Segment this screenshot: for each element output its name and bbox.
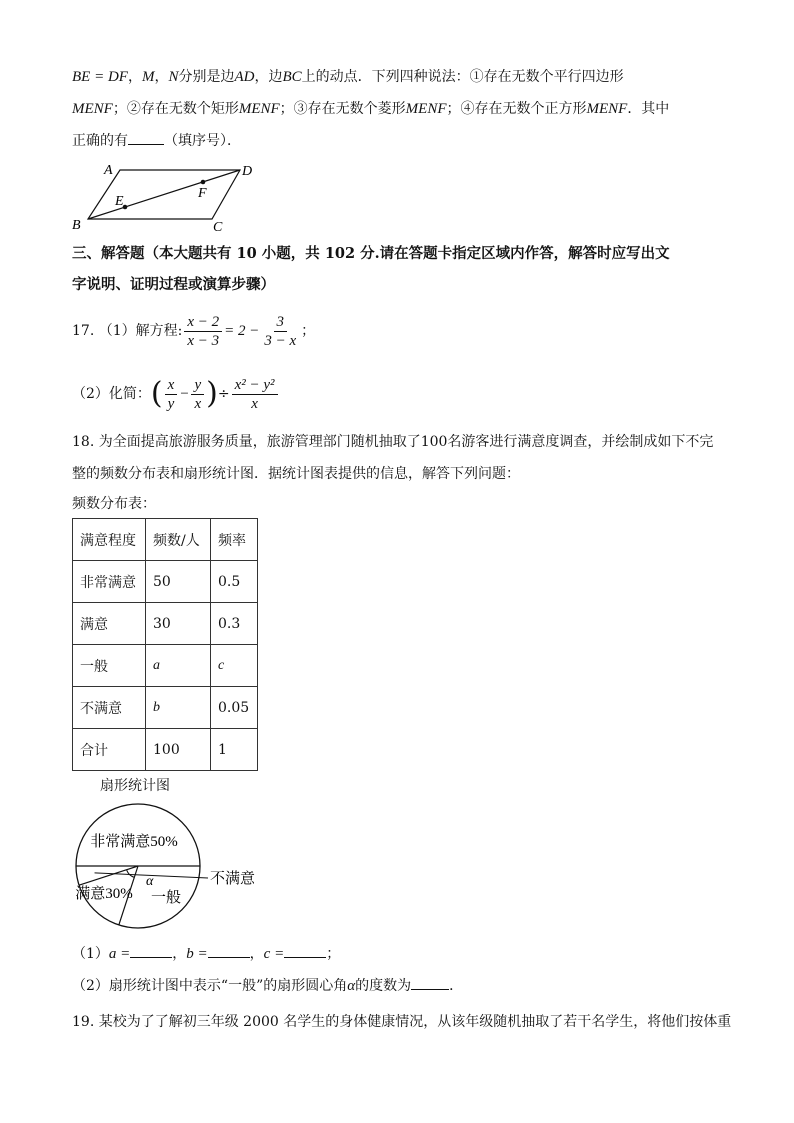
label-b: B	[72, 218, 81, 233]
left-paren: (	[150, 376, 163, 411]
table-cell: 不满意	[73, 687, 146, 729]
parallelogram-figure	[68, 160, 268, 235]
q19-line-1: 19. 某校为了了解初三年级 2000 名学生的身体健康情况，从该年级随机抽取了若干名学生，将他们按体重	[72, 1014, 732, 1030]
table-cell: 非常满意	[73, 561, 146, 603]
table-cell: 0.5	[211, 561, 258, 603]
table-row	[73, 603, 258, 645]
pie-slice-label: 非常满意50%	[90, 834, 178, 850]
table-row	[73, 561, 258, 603]
table-row	[73, 687, 258, 729]
table-cell: a	[146, 645, 211, 687]
table-cell: c	[211, 645, 258, 687]
table-row	[73, 645, 258, 687]
blank-b[interactable]	[208, 943, 250, 958]
blank-alpha[interactable]	[411, 975, 449, 990]
q18-line-2: 整的频数分布表和扇形统计图．据统计图表提供的信息，解答下列问题：	[72, 466, 520, 482]
table-cell: 一般	[73, 645, 146, 687]
table-cell: 0.3	[211, 603, 258, 645]
table-cell: 0.05	[211, 687, 258, 729]
label-d: D	[242, 164, 253, 179]
q18-part2: （2）扇形统计图中表示“一般”的扇形圆心角α的度数为 ．	[72, 975, 463, 996]
table-cell: 100	[146, 729, 211, 771]
pie-slice-label: 满意30%	[75, 886, 133, 902]
fraction-x2-y2: $\frac{\text{x² − y²}}{x}$	[232, 376, 278, 413]
fraction-x-y: $\frac{x}{y}$	[165, 376, 178, 413]
fraction-y-x: $\frac{y}{x}$	[191, 376, 204, 413]
alpha-angle-arc	[127, 870, 135, 878]
fraction-1: $\frac{x - 2}{x - 3}$	[184, 313, 222, 350]
q18-part1: （1）a = ，b = ，c = ；	[72, 943, 340, 964]
fraction-2: $\frac{3}{3 - x}$	[264, 313, 297, 349]
label-e: E	[115, 194, 124, 209]
label-c: C	[213, 220, 223, 235]
frequency-table	[72, 518, 258, 771]
prev-line-3: 正确的有 （填序号）．	[72, 130, 241, 151]
prev-line-1: BE = DF，M，N分别是边AD，边BC上的动点．下列四种说法：①存在无数个平行四边形	[72, 69, 624, 85]
label-a: A	[104, 163, 113, 178]
table-cell: 50	[146, 561, 211, 603]
pie-chart	[68, 802, 288, 932]
pie-group	[75, 804, 255, 928]
q17-part1: 17. （1）解方程: $\frac{x - 2}{x - 3}$ = 2 − $\frac{3}{3 - x}$ ；	[72, 313, 316, 349]
section-3-heading-cont: 字说明、证明过程或演算步骤）	[72, 276, 275, 293]
table-cell: 满意	[73, 603, 146, 645]
alpha-label: α	[146, 874, 154, 889]
table-cell: 1	[211, 729, 258, 771]
q17-part2: （2）化简：( $\frac{x}{y}$ − $\frac{y}{x}$ )÷ $\frac{\text{x² − y²}}{x}$	[72, 372, 280, 416]
right-paren: )	[206, 376, 218, 411]
q18-line-1: 18. 为全面提高旅游服务质量，旅游管理部门随机抽取了100名游客进行满意度调查，并绘制成如下不完	[72, 434, 714, 450]
table-cell: b	[146, 687, 211, 729]
table-header: 频数/人	[146, 519, 211, 561]
table-cell: 合计	[73, 729, 146, 771]
table-row	[73, 729, 258, 771]
section-3-heading: 三、解答题（本大题共有 10 小题，共 102 分.请在答题卡指定区域内作答，解答时应写出文	[72, 245, 670, 262]
label-f: F	[198, 186, 207, 201]
table-header: 频率	[211, 519, 258, 561]
pie-slice-boundary	[79, 866, 138, 885]
blank-a[interactable]	[130, 943, 172, 958]
pie-title: 扇形统计图	[100, 778, 170, 794]
table-header: 满意程度	[73, 519, 146, 561]
answer-blank[interactable]	[128, 130, 164, 145]
point-f	[201, 180, 206, 185]
prev-line-2: MENF；②存在无数个矩形MENF；③存在无数个菱形MENF；④存在无数个正方形MENF．其中	[72, 101, 670, 117]
table-header-row	[73, 519, 258, 561]
blank-c[interactable]	[284, 943, 326, 958]
pie-slice-label: 不满意	[210, 871, 256, 887]
table-title: 频数分布表：	[72, 496, 156, 512]
pie-slice-label: 一般	[150, 890, 182, 906]
table-cell: 30	[146, 603, 211, 645]
